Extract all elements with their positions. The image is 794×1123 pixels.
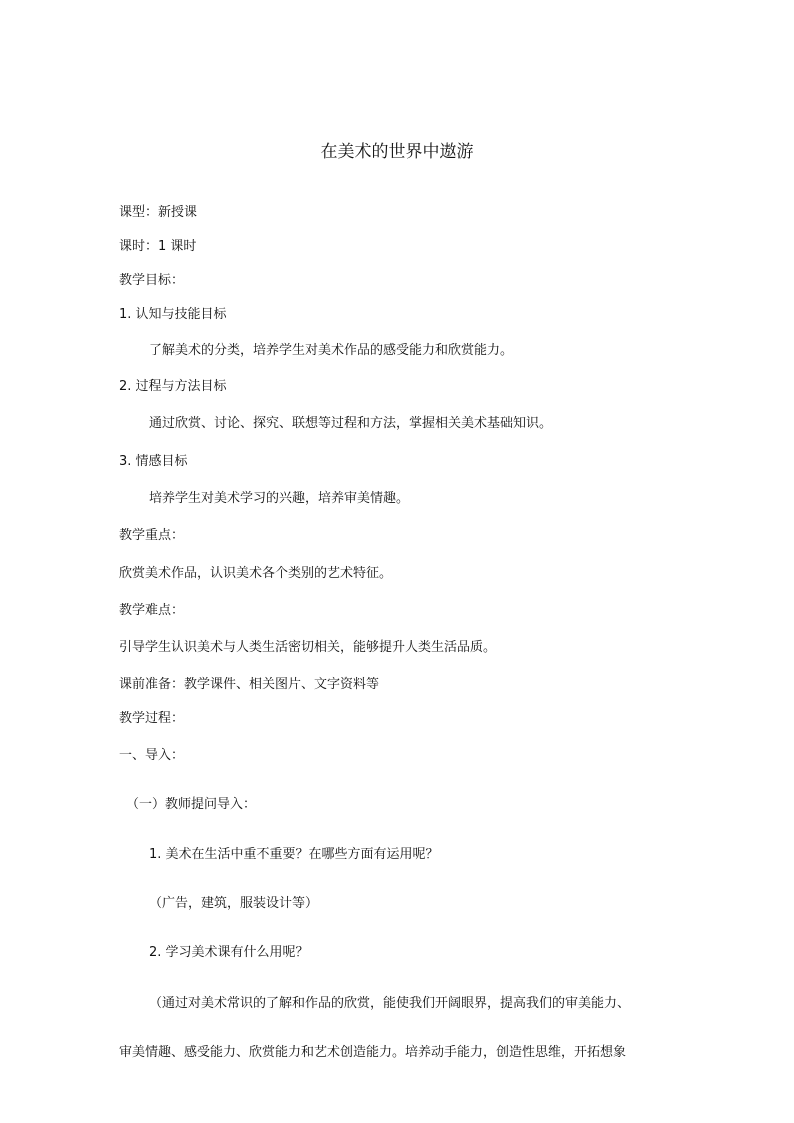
difficulties-heading: 教学难点： bbox=[119, 603, 185, 618]
preparation-text: 课前准备：教学课件、相关图片、文字资料等 bbox=[119, 677, 380, 692]
answer-2-line-2: 审美情趣、感受能力、欣赏能力和艺术创造能力。培养动手能力，创造性思维，开拓想象 bbox=[119, 1045, 627, 1060]
answer-2-line-1: （通过对美术常识的了解和作品的欣赏，能使我们开阔眼界，提高我们的审美能力、 bbox=[149, 996, 631, 1011]
objective-2-heading: 2. 过程与方法目标 bbox=[119, 379, 227, 394]
objective-1-text: 了解美术的分类，培养学生对美术作品的感受能力和欣赏能力。 bbox=[149, 343, 514, 358]
question-1: 1. 美术在生活中重不重要？在哪些方面有运用呢？ bbox=[149, 847, 439, 862]
objective-3-heading: 3. 情感目标 bbox=[119, 454, 188, 469]
objective-3-text: 培养学生对美术学习的兴趣，培养审美情趣。 bbox=[149, 491, 410, 506]
objective-2-text: 通过欣赏、讨论、探究、联想等过程和方法，掌握相关美术基础知识。 bbox=[149, 416, 553, 431]
document-title: 在美术的世界中遨游 bbox=[320, 142, 474, 162]
lesson-type: 课型：新授课 bbox=[119, 205, 198, 220]
teaching-objectives-heading: 教学目标： bbox=[119, 273, 185, 288]
question-2: 2. 学习美术课有什么用呢？ bbox=[149, 945, 309, 960]
teaching-process-heading: 教学过程： bbox=[119, 711, 185, 726]
subsection-1-heading: （一）教师提问导入： bbox=[126, 797, 257, 812]
key-points-heading: 教学重点： bbox=[119, 528, 185, 543]
difficulties-text: 引导学生认识美术与人类生活密切相关，能够提升人类生活品质。 bbox=[119, 640, 497, 655]
answer-1: （广告，建筑，服装设计等） bbox=[149, 896, 319, 911]
key-points-text: 欣赏美术作品，认识美术各个类别的艺术特征。 bbox=[119, 566, 393, 581]
objective-1-heading: 1. 认知与技能目标 bbox=[119, 307, 227, 322]
lesson-hours: 课时：1 课时 bbox=[119, 239, 197, 254]
section-1-heading: 一、导入： bbox=[119, 748, 185, 763]
